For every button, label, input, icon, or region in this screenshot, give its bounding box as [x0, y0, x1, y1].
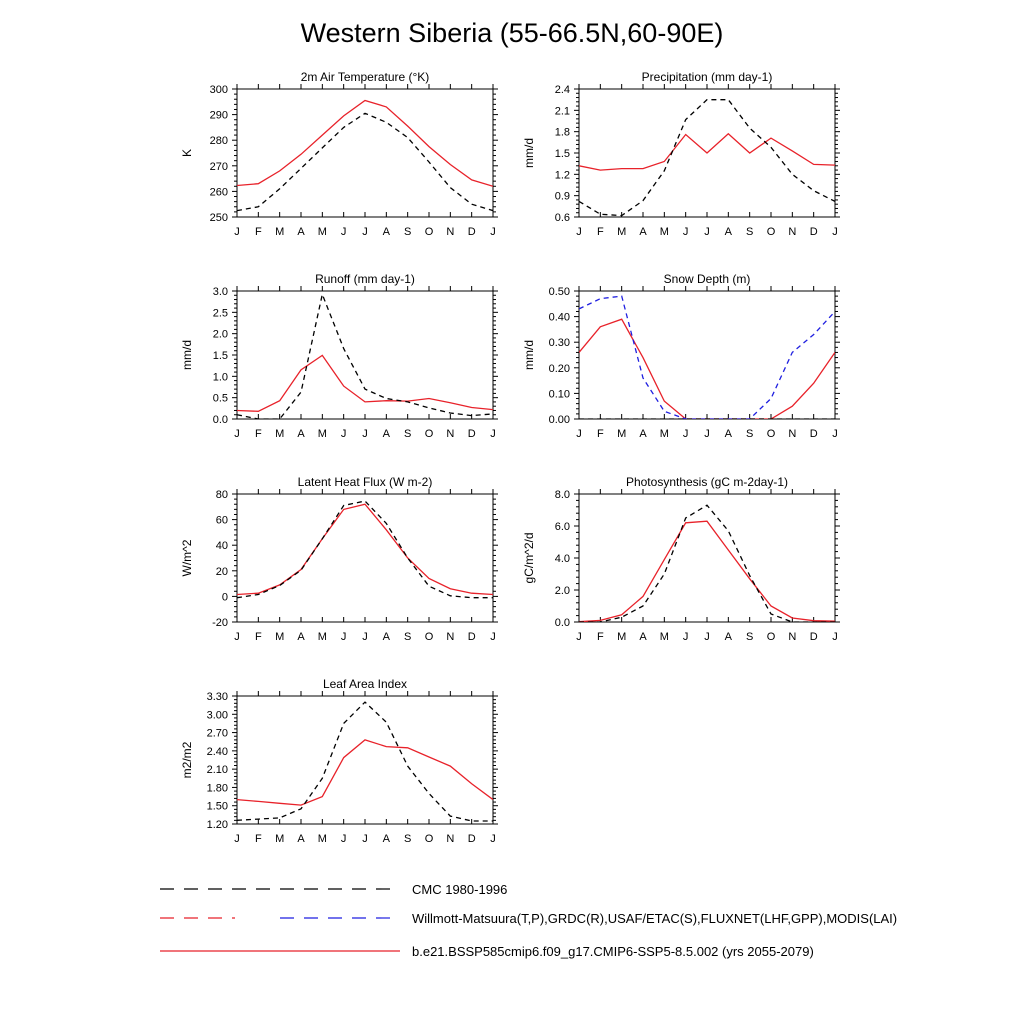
x-tick-label: N	[446, 428, 455, 440]
x-tick-label: A	[382, 428, 391, 440]
x-tick-label: S	[745, 631, 754, 643]
y-tick-label: 2.4	[554, 84, 570, 96]
y-tick-label: 1.2	[554, 169, 570, 182]
x-tick-label: J	[682, 226, 689, 238]
x-tick-label: F	[596, 428, 604, 440]
y-tick-label: 1.20	[206, 819, 228, 831]
y-tick-label: 3.00	[206, 709, 228, 722]
x-tick-label: M	[275, 631, 285, 643]
panel-title: Photosynthesis (gC m-2day-1)	[625, 475, 789, 489]
x-tick-label: F	[596, 631, 604, 643]
y-tick-label: 1.5	[554, 148, 570, 160]
y-tick-label: 2.1	[554, 105, 570, 118]
plot-frame	[579, 291, 835, 419]
x-tick-label: F	[254, 631, 262, 643]
x-tick-label: M	[317, 631, 327, 643]
chart-panel-5	[180, 475, 498, 643]
y-tick-label: 8.0	[554, 489, 570, 501]
y-tick-label: 0.9	[554, 190, 570, 203]
series-line-model	[579, 134, 835, 170]
y-tick-label: 1.80	[206, 782, 228, 795]
series-line-model	[237, 740, 493, 805]
x-tick-label: J	[340, 631, 347, 643]
legend	[160, 882, 897, 959]
series-line-model	[237, 504, 493, 594]
x-tick-label: J	[832, 226, 838, 238]
y-tick-label: 40	[215, 540, 228, 553]
y-tick-label: 0.00	[548, 414, 570, 426]
chart-panel-6	[522, 475, 840, 643]
y-tick-label: 280	[209, 135, 228, 148]
x-tick-label: A	[639, 226, 647, 238]
x-tick-label: D	[467, 833, 476, 845]
x-tick-label: M	[317, 428, 327, 440]
x-tick-label: A	[724, 226, 733, 238]
series-line-obs_black	[237, 294, 493, 419]
series-line-model	[579, 521, 835, 622]
x-tick-label: O	[424, 833, 434, 845]
plot-frame	[579, 494, 835, 622]
y-tick-label: 2.70	[206, 727, 228, 740]
x-tick-label: N	[788, 631, 797, 643]
y-axis-label: mm/d	[180, 340, 194, 370]
y-tick-label: 0	[221, 591, 228, 604]
y-tick-label: 3.0	[212, 286, 228, 298]
x-tick-label: J	[340, 226, 347, 238]
series-line-obs_black	[237, 113, 493, 210]
legend-label: b.e21.BSSP585cmip6.f09_g17.CMIP6-SSP5-8.5.002 (yrs 2055-2079)	[412, 944, 814, 959]
x-tick-label: F	[254, 428, 262, 440]
y-tick-label: 1.5	[212, 350, 228, 362]
x-tick-label: A	[297, 631, 305, 643]
x-tick-label: A	[724, 428, 733, 440]
y-tick-label: 6.0	[554, 521, 570, 533]
x-tick-label: J	[832, 631, 838, 643]
y-tick-label: 270	[209, 160, 228, 173]
x-tick-label: O	[766, 631, 776, 643]
x-tick-label: S	[403, 833, 412, 845]
plot-frame	[237, 494, 493, 622]
x-tick-label: J	[704, 428, 710, 440]
x-tick-label: J	[340, 833, 347, 845]
x-tick-label: D	[809, 631, 818, 643]
x-tick-label: N	[788, 428, 797, 440]
y-tick-label: 0.10	[548, 388, 570, 401]
x-tick-label: M	[275, 833, 285, 845]
y-tick-label: 60	[215, 514, 228, 527]
series-line-obs_black	[237, 501, 493, 598]
x-tick-label: D	[467, 631, 476, 643]
legend-entry-1	[160, 882, 507, 897]
x-tick-label: J	[490, 631, 496, 643]
y-tick-label: 4.0	[554, 553, 570, 565]
y-tick-label: 2.5	[212, 307, 228, 320]
x-tick-label: J	[704, 631, 710, 643]
x-tick-label: S	[745, 428, 754, 440]
x-tick-label: N	[446, 226, 455, 238]
legend-label: CMC 1980-1996	[412, 882, 508, 897]
chart-panel-3	[180, 272, 498, 440]
y-tick-label: 2.40	[206, 745, 228, 758]
x-tick-label: A	[639, 631, 647, 643]
x-tick-label: O	[424, 428, 434, 440]
y-tick-label: 1.8	[554, 126, 570, 139]
y-tick-label: 250	[209, 212, 228, 224]
x-tick-label: A	[639, 428, 647, 440]
x-tick-label: J	[576, 226, 582, 238]
x-tick-label: D	[809, 226, 818, 238]
x-tick-label: J	[576, 428, 582, 440]
y-tick-label: 300	[209, 84, 228, 96]
x-tick-label: N	[788, 226, 797, 238]
legend-entry-2	[160, 911, 897, 926]
x-tick-label: F	[254, 226, 262, 238]
y-axis-label: gC/m^2/d	[522, 532, 536, 584]
x-tick-label: J	[234, 428, 240, 440]
x-tick-label: F	[254, 833, 262, 845]
x-tick-label: S	[745, 226, 754, 238]
legend-label: Willmott-Matsuura(T,P),GRDC(R),USAF/ETAC(S),FLUXNET(LHF,GPP),MODIS(LAI)	[412, 911, 898, 926]
x-tick-label: J	[362, 226, 368, 238]
y-tick-label: 290	[209, 109, 228, 122]
x-tick-label: D	[467, 428, 476, 440]
y-tick-label: 2.0	[212, 328, 228, 341]
x-tick-label: O	[766, 428, 776, 440]
y-tick-label: 0.5	[212, 392, 228, 405]
legend-entry-3	[160, 944, 814, 959]
chart-panel-2	[522, 70, 840, 238]
x-tick-label: J	[682, 631, 689, 643]
x-tick-label: J	[490, 833, 496, 845]
x-tick-label: J	[832, 428, 838, 440]
x-tick-label: J	[490, 226, 496, 238]
y-tick-label: 1.50	[206, 800, 228, 813]
x-tick-label: A	[382, 631, 391, 643]
x-tick-label: M	[317, 226, 327, 238]
chart-panel-1	[180, 70, 498, 238]
panel-title: Leaf Area Index	[322, 677, 408, 691]
x-tick-label: J	[490, 428, 496, 440]
y-tick-label: 0.50	[548, 286, 570, 298]
x-tick-label: M	[659, 631, 669, 643]
x-tick-label: M	[659, 428, 669, 440]
x-tick-label: J	[362, 631, 368, 643]
x-tick-label: S	[403, 631, 412, 643]
y-tick-label: 20	[215, 565, 228, 578]
x-tick-label: M	[275, 226, 285, 238]
panel-title: Runoff (mm day-1)	[315, 272, 415, 286]
y-tick-label: 0.0	[212, 414, 228, 426]
x-tick-label: N	[446, 833, 455, 845]
y-axis-label: mm/d	[522, 340, 536, 370]
x-tick-label: J	[234, 833, 240, 845]
x-tick-label: M	[617, 226, 627, 238]
y-tick-label: 2.10	[206, 764, 228, 777]
x-tick-label: J	[682, 428, 689, 440]
y-tick-label: 0.30	[548, 337, 570, 350]
y-axis-label: W/m^2	[180, 539, 194, 577]
y-axis-label: m2/m2	[180, 741, 194, 779]
x-tick-label: O	[424, 226, 434, 238]
x-tick-label: J	[340, 428, 347, 440]
chart-panel-7	[180, 677, 498, 845]
y-axis-label: mm/d	[522, 138, 536, 168]
x-tick-label: O	[766, 226, 776, 238]
y-tick-label: 3.30	[206, 691, 228, 703]
y-tick-label: 0.6	[554, 212, 570, 224]
x-tick-label: A	[724, 631, 733, 643]
y-tick-label: 260	[209, 186, 228, 199]
series-line-obs_black	[579, 505, 835, 622]
x-tick-label: M	[617, 428, 627, 440]
x-tick-label: M	[317, 833, 327, 845]
chart-panel-4	[522, 272, 840, 440]
x-tick-label: N	[446, 631, 455, 643]
y-axis-label: K	[180, 148, 194, 158]
y-tick-label: 0.20	[548, 362, 570, 375]
x-tick-label: A	[297, 226, 305, 238]
x-tick-label: D	[467, 226, 476, 238]
series-line-obs_blue	[579, 296, 835, 419]
x-tick-label: A	[382, 833, 391, 845]
y-tick-label: 0.0	[554, 617, 570, 629]
x-tick-label: J	[234, 631, 240, 643]
series-line-obs_black	[579, 100, 835, 216]
panel-title: 2m Air Temperature (°K)	[300, 70, 430, 84]
y-tick-label: 2.0	[554, 585, 570, 597]
series-line-model	[237, 355, 493, 411]
y-tick-label: 0.40	[548, 311, 570, 324]
y-tick-label: 80	[215, 489, 228, 501]
x-tick-label: A	[297, 428, 305, 440]
figure-title: Western Siberia (55-66.5N,60-90E)	[300, 18, 724, 48]
y-tick-label: 1.0	[212, 371, 228, 384]
panel-title: Precipitation (mm day-1)	[641, 70, 773, 84]
plot-frame	[237, 291, 493, 419]
x-tick-label: J	[362, 833, 368, 845]
plot-frame	[237, 696, 493, 824]
x-tick-label: S	[403, 428, 412, 440]
x-tick-label: M	[275, 428, 285, 440]
panel-title: Latent Heat Flux (W m-2)	[297, 475, 433, 489]
series-line-model	[579, 319, 835, 419]
x-tick-label: J	[234, 226, 240, 238]
chart-panels	[180, 70, 840, 845]
y-tick-label: -20	[212, 617, 228, 629]
x-tick-label: M	[659, 226, 669, 238]
x-tick-label: O	[424, 631, 434, 643]
x-tick-label: S	[403, 226, 412, 238]
x-tick-label: J	[576, 631, 582, 643]
x-tick-label: J	[704, 226, 710, 238]
x-tick-label: J	[362, 428, 368, 440]
plot-frame	[237, 89, 493, 217]
x-tick-label: A	[382, 226, 391, 238]
x-tick-label: A	[297, 833, 305, 845]
x-tick-label: M	[617, 631, 627, 643]
x-tick-label: F	[596, 226, 604, 238]
panel-title: Snow Depth (m)	[663, 272, 751, 286]
x-tick-label: D	[809, 428, 818, 440]
